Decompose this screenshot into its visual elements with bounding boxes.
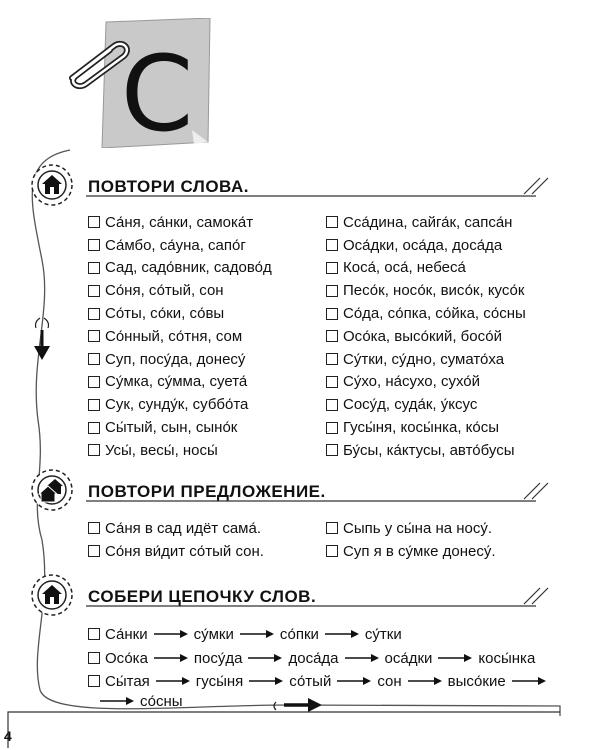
chain-row-3[interactable] xyxy=(88,670,552,692)
checkbox[interactable] xyxy=(326,216,338,228)
sentences-section-title: ПОВТОРИ ПРЕДЛОЖЕНИЕ. xyxy=(88,482,326,501)
checkbox[interactable] xyxy=(326,376,338,388)
title-rule xyxy=(86,477,556,503)
chain-word: Осо́ка xyxy=(105,649,148,667)
list-item[interactable]: Суп я в су́мке донесу́. xyxy=(326,540,496,563)
checkbox[interactable] xyxy=(326,262,338,274)
checkbox[interactable] xyxy=(88,675,100,687)
list-item[interactable]: Со́ты, со́ки, со́вы xyxy=(88,302,272,325)
checkbox[interactable] xyxy=(326,239,338,251)
list-item[interactable]: Со́нный, со́тня, сом xyxy=(88,325,272,348)
sentences-right-column xyxy=(326,517,496,563)
chain-arrow-icon xyxy=(408,676,442,686)
chain-row-1[interactable] xyxy=(88,623,402,645)
checkbox[interactable] xyxy=(326,285,338,297)
list-item[interactable]: Сук, сунду́к, суббо́та xyxy=(88,393,272,416)
chain-arrow-icon xyxy=(156,676,190,686)
checkbox[interactable] xyxy=(88,262,100,274)
paperclip-icon xyxy=(52,26,132,96)
checkbox[interactable] xyxy=(88,522,100,534)
list-item[interactable]: Су́хо, на́сухо, сухо́й xyxy=(326,371,526,394)
chain-word: Сы́тая xyxy=(105,672,150,690)
list-item[interactable]: Песо́к, носо́к, висо́к, кусо́к xyxy=(326,279,526,302)
sentences-left-column xyxy=(88,517,264,563)
title-rule xyxy=(86,582,556,608)
chain-arrow-icon xyxy=(337,676,371,686)
checkbox[interactable] xyxy=(326,330,338,342)
list-item[interactable]: Са́ня в сад идёт сама́. xyxy=(88,517,264,540)
chain-arrow-icon xyxy=(438,653,472,663)
list-item[interactable]: Сы́тый, сын, сыно́к xyxy=(88,416,272,439)
checkbox[interactable] xyxy=(88,216,100,228)
chain-word: доса́да xyxy=(288,649,339,667)
list-item[interactable]: Са́ня, са́нки, самока́т xyxy=(88,211,272,234)
list-item[interactable]: Гусы́ня, косы́нка, ко́сы xyxy=(326,416,526,439)
checkbox[interactable] xyxy=(88,652,100,664)
list-item[interactable]: Со́ня, со́тый, сон xyxy=(88,279,272,302)
list-item[interactable]: Осо́ка, высо́кий, босо́й xyxy=(326,325,526,348)
checkbox[interactable] xyxy=(88,353,100,365)
chain-arrow-icon xyxy=(154,629,188,639)
list-item[interactable]: Су́мка, су́мма, суета́ xyxy=(88,371,272,394)
checkbox[interactable] xyxy=(88,285,100,297)
list-item[interactable]: Оса́дки, оса́да, доса́да xyxy=(326,234,526,257)
checkbox[interactable] xyxy=(326,444,338,456)
chain-word: сон xyxy=(377,672,402,690)
list-item[interactable]: Су́тки, су́дно, сумато́ха xyxy=(326,348,526,371)
chain-row-4[interactable] xyxy=(100,690,183,712)
checkbox[interactable] xyxy=(88,330,100,342)
checkbox[interactable] xyxy=(326,399,338,411)
chain-arrow-icon xyxy=(248,653,282,663)
chain-arrow-icon xyxy=(325,629,359,639)
letter-glyph: С xyxy=(120,33,194,155)
chain-word: гусы́ня xyxy=(195,672,244,690)
checkbox[interactable] xyxy=(88,399,100,411)
title-rule xyxy=(86,172,556,198)
house-icon xyxy=(30,163,74,207)
checkbox[interactable] xyxy=(88,376,100,388)
list-item[interactable]: Усы́, весы́, носы́ xyxy=(88,439,272,462)
checkbox[interactable] xyxy=(326,545,338,557)
checkbox[interactable] xyxy=(88,444,100,456)
chain-word: высо́кие xyxy=(447,672,506,690)
chain-arrow-icon xyxy=(100,696,134,706)
list-item[interactable]: Сосу́д, суда́к, у́ксус xyxy=(326,393,526,416)
checkbox[interactable] xyxy=(326,308,338,320)
words-left-column xyxy=(88,211,272,462)
chain-word: посу́да xyxy=(193,649,243,667)
chain-word: со́сны xyxy=(140,692,183,710)
list-item[interactable]: Са́мбо, са́уна, сапо́г xyxy=(88,234,272,257)
chain-arrow-icon xyxy=(240,629,274,639)
list-item[interactable]: Коса́, оса́, небеса́ xyxy=(326,257,526,280)
chain-word: Са́нки xyxy=(105,625,148,643)
chain-arrow-icon xyxy=(154,653,188,663)
checkbox[interactable] xyxy=(88,422,100,434)
words-right-column xyxy=(326,211,526,462)
chain-row-2[interactable] xyxy=(88,647,535,669)
chain-word: оса́дки xyxy=(384,649,433,667)
checkbox[interactable] xyxy=(88,239,100,251)
list-item[interactable]: Сад, садо́вник, садово́д xyxy=(88,257,272,280)
chain-arrow-icon xyxy=(512,676,546,686)
list-item[interactable]: Суп, посу́да, донесу́ xyxy=(88,348,272,371)
page-number: 4 xyxy=(4,728,12,744)
houses-icon xyxy=(30,468,74,512)
checkbox[interactable] xyxy=(88,628,100,640)
chain-word: со́пки xyxy=(279,625,319,643)
checkbox[interactable] xyxy=(88,545,100,557)
list-item[interactable]: Бу́сы, ка́ктусы, авто́бусы xyxy=(326,439,526,462)
list-item[interactable]: Со́ня ви́дит со́тый сон. xyxy=(88,540,264,563)
list-item[interactable]: Сса́дина, сайга́к, сапса́н xyxy=(326,211,526,234)
house-icon xyxy=(30,573,74,617)
chain-word: су́тки xyxy=(364,625,402,643)
chain-word: со́тый xyxy=(289,672,332,690)
list-item[interactable]: Со́да, со́пка, со́йка, со́сны xyxy=(326,302,526,325)
chain-arrow-icon xyxy=(345,653,379,663)
checkbox[interactable] xyxy=(88,308,100,320)
checkbox[interactable] xyxy=(326,422,338,434)
chain-arrow-icon xyxy=(249,676,283,686)
checkbox[interactable] xyxy=(326,353,338,365)
chain-section-title: СОБЕРИ ЦЕПОЧКУ СЛОВ. xyxy=(88,587,317,606)
words-section-title: ПОВТОРИ СЛОВА. xyxy=(88,177,249,196)
chain-word: су́мки xyxy=(193,625,234,643)
checkbox[interactable] xyxy=(326,522,338,534)
list-item[interactable]: Сыпь у сы́на на носу́. xyxy=(326,517,496,540)
chain-word: косы́нка xyxy=(478,649,536,667)
